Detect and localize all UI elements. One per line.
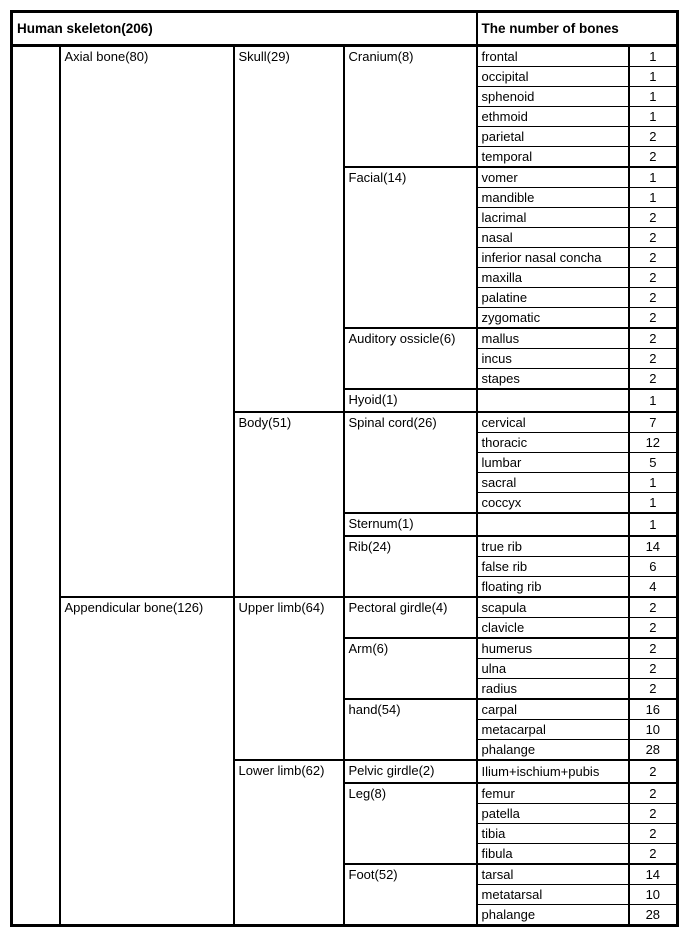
group-cell-skull: Skull(29)	[234, 46, 344, 413]
bone-name-cell: mandible	[477, 188, 629, 208]
bone-name-cell: occipital	[477, 67, 629, 87]
human-skeleton-table	[10, 10, 679, 927]
bone-name-cell: zygomatic	[477, 308, 629, 329]
bone-name-cell: floating rib	[477, 577, 629, 598]
bone-count-cell: 1	[629, 493, 678, 514]
bone-count-cell: 6	[629, 557, 678, 577]
bone-name-cell	[477, 389, 629, 412]
group-cell-spinal-cord: Spinal cord(26)	[344, 412, 477, 513]
bone-name-cell: stapes	[477, 369, 629, 390]
bone-name-cell: thoracic	[477, 433, 629, 453]
group-cell-arm: Arm(6)	[344, 638, 477, 699]
bone-count-cell: 2	[629, 659, 678, 679]
bone-count-cell: 1	[629, 46, 678, 67]
bone-name-cell: frontal	[477, 46, 629, 67]
bone-name-cell: coccyx	[477, 493, 629, 514]
bone-name-cell: radius	[477, 679, 629, 700]
bone-name-cell: cervical	[477, 412, 629, 433]
bone-count-cell: 1	[629, 67, 678, 87]
bone-count-cell: 2	[629, 824, 678, 844]
bone-count-cell: 2	[629, 349, 678, 369]
bone-count-cell: 10	[629, 720, 678, 740]
bone-count-cell: 1	[629, 389, 678, 412]
bone-count-cell: 1	[629, 188, 678, 208]
bone-count-cell: 2	[629, 369, 678, 390]
group-cell-leg: Leg(8)	[344, 783, 477, 864]
bone-name-cell: tibia	[477, 824, 629, 844]
bone-count-cell: 2	[629, 760, 678, 783]
bone-name-cell	[477, 513, 629, 536]
bone-count-cell: 2	[629, 638, 678, 659]
bone-name-cell: clavicle	[477, 618, 629, 639]
group-cell-foot: Foot(52)	[344, 864, 477, 926]
group-cell-rib: Rib(24)	[344, 536, 477, 597]
bone-name-cell: metatarsal	[477, 885, 629, 905]
bone-count-cell: 28	[629, 740, 678, 761]
bone-count-cell: 10	[629, 885, 678, 905]
bone-name-cell: patella	[477, 804, 629, 824]
bone-count-cell: 2	[629, 783, 678, 804]
count-column-header: The number of bones	[477, 12, 678, 46]
bone-count-cell: 2	[629, 228, 678, 248]
bone-name-cell: incus	[477, 349, 629, 369]
group-cell-appendicular: Appendicular bone(126)	[60, 597, 234, 926]
group-cell-pectoral-girdle: Pectoral girdle(4)	[344, 597, 477, 638]
bone-count-cell: 2	[629, 268, 678, 288]
bone-name-cell: vomer	[477, 167, 629, 188]
bone-name-cell: tarsal	[477, 864, 629, 885]
bone-count-cell: 2	[629, 308, 678, 329]
group-cell-lower-limb: Lower limb(62)	[234, 760, 344, 926]
bone-count-cell: 1	[629, 107, 678, 127]
bone-count-cell: 2	[629, 328, 678, 349]
bone-name-cell: mallus	[477, 328, 629, 349]
bone-name-cell: metacarpal	[477, 720, 629, 740]
group-cell-axial: Axial bone(80)	[60, 46, 234, 598]
bone-name-cell: inferior nasal concha	[477, 248, 629, 268]
bone-count-cell: 16	[629, 699, 678, 720]
table-title: Human skeleton(206)	[12, 12, 477, 46]
group-cell-cranium: Cranium(8)	[344, 46, 477, 168]
bone-name-cell: sphenoid	[477, 87, 629, 107]
bone-count-cell: 2	[629, 127, 678, 147]
header-row	[12, 12, 678, 46]
bone-count-cell: 2	[629, 618, 678, 639]
group-cell-facial: Facial(14)	[344, 167, 477, 328]
bone-count-cell: 14	[629, 864, 678, 885]
bone-name-cell: ethmoid	[477, 107, 629, 127]
bone-name-cell: false rib	[477, 557, 629, 577]
bone-name-cell: scapula	[477, 597, 629, 618]
bone-count-cell: 2	[629, 597, 678, 618]
group-cell-auditory-ossicle: Auditory ossicle(6)	[344, 328, 477, 389]
group-cell-sternum: Sternum(1)	[344, 513, 477, 536]
bone-name-cell: temporal	[477, 147, 629, 168]
bone-name-cell: carpal	[477, 699, 629, 720]
bone-name-cell: phalange	[477, 905, 629, 926]
bone-name-cell: femur	[477, 783, 629, 804]
bone-name-cell: maxilla	[477, 268, 629, 288]
bone-name-cell: lumbar	[477, 453, 629, 473]
bone-name-cell: phalange	[477, 740, 629, 761]
bone-count-cell: 5	[629, 453, 678, 473]
bone-row	[12, 597, 678, 618]
bone-count-cell: 2	[629, 844, 678, 865]
bone-name-cell: true rib	[477, 536, 629, 557]
bone-name-cell: ulna	[477, 659, 629, 679]
bone-count-cell: 1	[629, 513, 678, 536]
bone-count-cell: 12	[629, 433, 678, 453]
bone-count-cell: 1	[629, 167, 678, 188]
bone-count-cell: 1	[629, 473, 678, 493]
bone-name-cell: palatine	[477, 288, 629, 308]
bone-count-cell: 14	[629, 536, 678, 557]
bone-count-cell: 2	[629, 248, 678, 268]
bone-name-cell: nasal	[477, 228, 629, 248]
group-cell-upper-limb: Upper limb(64)	[234, 597, 344, 760]
spacer-cell	[12, 46, 60, 926]
bone-name-cell: humerus	[477, 638, 629, 659]
bone-name-cell: parietal	[477, 127, 629, 147]
bone-count-cell: 2	[629, 804, 678, 824]
group-cell-hand: hand(54)	[344, 699, 477, 760]
bone-name-cell: Ilium+ischium+pubis	[477, 760, 629, 783]
group-cell-hyoid: Hyoid(1)	[344, 389, 477, 412]
group-cell-body: Body(51)	[234, 412, 344, 597]
group-cell-pelvic-girdle: Pelvic girdle(2)	[344, 760, 477, 783]
bone-count-cell: 2	[629, 147, 678, 168]
bone-name-cell: sacral	[477, 473, 629, 493]
bone-count-cell: 2	[629, 288, 678, 308]
bone-count-cell: 1	[629, 87, 678, 107]
bone-count-cell: 4	[629, 577, 678, 598]
bone-count-cell: 2	[629, 679, 678, 700]
bone-row	[12, 46, 678, 67]
bone-count-cell: 2	[629, 208, 678, 228]
bone-count-cell: 28	[629, 905, 678, 926]
bone-count-cell: 7	[629, 412, 678, 433]
bone-name-cell: fibula	[477, 844, 629, 865]
bone-name-cell: lacrimal	[477, 208, 629, 228]
